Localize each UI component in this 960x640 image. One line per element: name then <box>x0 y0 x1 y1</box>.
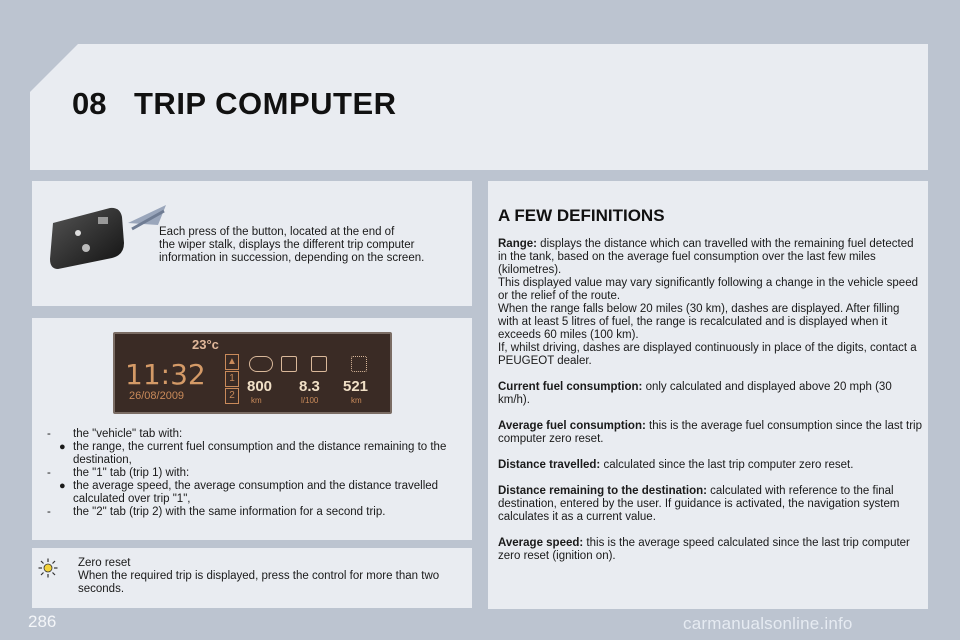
watermark[interactable]: carmanualsonline.info <box>683 614 853 633</box>
bullet-icon: ● <box>59 441 66 453</box>
definitions-panel <box>488 181 928 609</box>
definition-average-speed: Average speed: this is the average speed calculated since the last trip computer zero reset (ignition on). <box>498 537 910 562</box>
sun-icon <box>38 558 58 578</box>
chapter-number: 08 <box>72 86 107 121</box>
range-value: 800 <box>247 378 273 395</box>
list-item: ● the average speed, the average consumption and the distance travelled calculated over trip "1", <box>59 480 439 505</box>
definitions-list <box>498 238 922 576</box>
distance-unit: km <box>351 396 362 405</box>
definitions-heading: A FEW DEFINITIONS <box>498 206 665 225</box>
list-item: - the "2" tab (trip 2) with the same information for a second trip. <box>47 506 386 518</box>
zero-reset-title: Zero reset <box>78 557 131 569</box>
trip-computer-screen <box>113 332 392 414</box>
button-panel <box>32 181 472 306</box>
zero-reset-text <box>78 557 468 596</box>
car-icon <box>249 356 273 372</box>
display-panel <box>32 318 472 540</box>
page-number: 286 <box>28 612 57 631</box>
vehicle-tab-icon: ▲ <box>225 354 239 370</box>
temperature-readout: 23°c <box>192 337 219 352</box>
clock-readout: 11:32 <box>125 358 206 391</box>
definition-distance-travelled: Distance travelled: calculated since the last trip computer zero reset. <box>498 459 854 471</box>
fuel-can-icon <box>311 356 327 372</box>
date-readout: 26/08/2009 <box>129 390 185 402</box>
tab-trip-1: 1 <box>225 371 239 387</box>
range-unit: km <box>251 396 262 405</box>
definition-range: Range: displays the distance which can travelled with the remaining fuel detected in the tank, based on the average fuel consumption over the last few miles (kilometres). This displayed value may vary significantly following a change in the vehicle speed or the relief of the route. When the range falls below 20 miles (30 km), dashes are displayed. After filling with at least 5 litres of fuel, the range is recalculated and is displayed when it exceeds 60 miles (100 km). If, whilst driving, dashes are displayed continuously in place of the digits, contact a PEUGEOT dealer. <box>498 238 918 367</box>
definition-average-consumption: Average fuel consumption: this is the average fuel consumption since the last trip computer zero reset. <box>498 420 922 445</box>
wiper-stalk-icon <box>48 203 168 273</box>
list-item: - the "vehicle" tab with: <box>47 428 183 440</box>
tab-list <box>47 428 467 519</box>
zero-reset-panel <box>32 548 472 608</box>
list-item: - the "1" tab (trip 1) with: <box>47 467 190 479</box>
page-title: TRIP COMPUTER <box>134 86 397 121</box>
distance-value: 521 <box>343 378 369 395</box>
definition-current-consumption: Current fuel consumption: only calculated and displayed above 20 mph (30 km/h). <box>498 381 892 406</box>
zero-reset-body: When the required trip is displayed, press the control for more than two seconds. <box>78 570 440 595</box>
consumption-value: 8.3 <box>299 378 320 395</box>
definition-distance-remaining: Distance remaining to the destination: calculated with reference to the final destination, entered by the user. If guidance is activated, the navigation system calculates it as a current value. <box>498 485 900 523</box>
tab-trip-2: 2 <box>225 388 239 404</box>
button-description: Each press of the button, located at the end of the wiper stalk, displays the different trip computer information in succession, depending on the screen. <box>159 226 425 264</box>
fuel-pump-icon <box>281 356 297 372</box>
checkered-flag-icon <box>351 356 367 372</box>
list-item: ● the range, the current fuel consumption and the distance remaining to the destination, <box>59 441 447 466</box>
consumption-unit: l/100 <box>301 396 319 405</box>
bullet-icon: ● <box>59 480 66 492</box>
